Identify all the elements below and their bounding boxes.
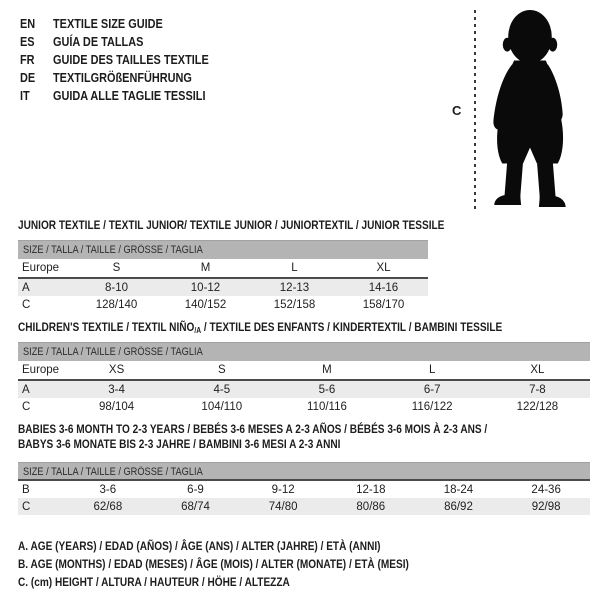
table-cell: 152/158 (273, 298, 316, 311)
table-cell: 158/170 (362, 298, 405, 311)
size-col-header: XL (485, 361, 590, 380)
table-cell: 6-7 (423, 383, 441, 396)
footnotes-block (18, 537, 483, 591)
table-cell: 92/98 (531, 500, 561, 513)
table-cell: 98/104 (99, 400, 135, 413)
table-cell: 9-12 (271, 483, 295, 496)
babies-heading-line2: BABYS 3-6 MONATE BIS 2-3 JAHRE / BAMBINI 3-6 MESI A 2-3 ANNI (18, 437, 341, 451)
children-heading-subscript: /A (194, 326, 202, 335)
table-cell: 116/122 (411, 400, 453, 413)
babies-age-row (18, 481, 590, 498)
babies-heading-line1: BABIES 3-6 MONTH TO 2-3 YEARS / BEBÉS 3-6 MESES A 2-3 AÑOS / BÉBÉS 3-6 MOIS À 2-3 ANS / (18, 422, 488, 436)
babies-table-heading (18, 422, 600, 452)
size-col-header: L (250, 259, 339, 278)
table-cell: 104/110 (201, 400, 243, 413)
table-cell: 4-5 (213, 383, 231, 396)
language-row (20, 14, 238, 32)
size-header-band-text: SIZE / TALLA / TAILLE / GRÖSSE / TAGLIA (23, 466, 203, 478)
junior-size-grid (18, 259, 428, 313)
table-cell: 7-8 (529, 383, 546, 396)
table-cell: 14-16 (368, 281, 399, 294)
size-col-header: S (169, 361, 274, 380)
language-title-block (20, 14, 238, 104)
children-heading-prefix: CHILDREN'S TEXTILE / TEXTIL NIÑO (18, 320, 195, 334)
table-cell: 5-6 (318, 383, 336, 396)
babies-height-row (18, 498, 590, 515)
size-header-band (18, 342, 590, 361)
footnote-text: A. AGE (YEARS) / EDAD (AÑOS) / ÂGE (ANS) / ALTER (JAHRE) / ETÀ (ANNI) (18, 539, 381, 553)
language-code: DE (20, 69, 36, 85)
row-label: C (22, 400, 31, 413)
size-header-band (18, 462, 590, 481)
children-table-heading (18, 320, 594, 335)
size-header-band-text: SIZE / TALLA / TAILLE / GRÖSSE / TAGLIA (23, 346, 203, 358)
table-cell: 3-4 (108, 383, 125, 396)
junior-header-row (18, 259, 428, 278)
table-cell: 110/116 (307, 400, 347, 413)
row-label: C (22, 298, 31, 311)
children-age-row (18, 380, 590, 398)
junior-age-row (18, 278, 428, 296)
babies-size-table (18, 462, 590, 515)
height-measure-dotted-line (474, 10, 476, 209)
footnote-text: B. AGE (MONTHS) / EDAD (MESES) / ÂGE (MOIS) / ALTER (MONATE) / ETÀ (MESI) (18, 557, 409, 571)
row-label: Europe (18, 259, 72, 278)
size-col-header: S (72, 259, 161, 278)
language-row (20, 68, 238, 86)
size-col-header: M (274, 361, 379, 380)
table-cell: 18-24 (443, 483, 474, 496)
table-cell: 12-18 (356, 483, 386, 496)
language-title: GUÍA DE TALLAS (53, 33, 144, 49)
children-height-row (18, 398, 590, 415)
height-measure-label: C (452, 103, 462, 118)
children-heading-suffix: / TEXTILE DES ENFANTS / KINDERTEXTIL / BAMBINI TESSILE (201, 320, 503, 334)
row-label: Europe (18, 361, 64, 380)
row-label: A (22, 281, 30, 294)
language-row (20, 32, 238, 50)
footnote-age-months (18, 555, 483, 573)
language-code: FR (20, 51, 35, 67)
size-col-header: XS (64, 361, 169, 380)
table-cell: 10-12 (190, 281, 221, 294)
language-code: EN (20, 15, 36, 31)
table-cell: 74/80 (268, 500, 298, 513)
table-cell: 62/68 (93, 500, 123, 513)
children-table-heading-text (18, 320, 502, 335)
children-header-row (18, 361, 590, 380)
language-code: IT (20, 87, 30, 103)
row-label: C (22, 500, 31, 513)
table-cell: 12-13 (279, 281, 310, 294)
size-header-band (18, 240, 428, 259)
language-row (20, 50, 238, 68)
table-cell: 24-36 (531, 483, 561, 496)
size-col-header: L (380, 361, 485, 380)
table-cell: 68/74 (181, 500, 210, 513)
footnote-age-years (18, 537, 483, 555)
babies-size-grid (18, 481, 590, 515)
table-cell: 140/152 (184, 298, 227, 311)
size-col-header: XL (339, 259, 428, 278)
language-title: GUIDA ALLE TAGLIE TESSILI (53, 87, 206, 103)
junior-table-heading (18, 218, 526, 232)
table-cell: 8-10 (104, 281, 129, 294)
junior-height-row (18, 296, 428, 313)
table-cell: 122/128 (516, 400, 559, 413)
table-cell: 3-6 (99, 483, 117, 496)
junior-size-table (18, 240, 428, 313)
language-title: GUIDE DES TAILLES TEXTILE (53, 51, 209, 67)
footnote-height-cm (18, 573, 483, 591)
table-cell: 86/92 (444, 500, 473, 513)
row-label: B (22, 483, 30, 496)
children-size-grid (18, 361, 590, 415)
toddler-silhouette-image (486, 7, 574, 211)
size-header-band-text: SIZE / TALLA / TAILLE / GRÖSSE / TAGLIA (23, 244, 203, 256)
language-row (20, 86, 238, 104)
children-size-table (18, 342, 590, 415)
language-title: TEXTILGRÖßENFÜHRUNG (53, 69, 192, 85)
table-cell: 128/140 (95, 298, 138, 311)
junior-table-heading-text: JUNIOR TEXTILE / TEXTIL JUNIOR/ TEXTILE JUNIOR / JUNIORTEXTIL / JUNIOR TESSILE (18, 218, 445, 232)
row-label: A (22, 383, 30, 396)
footnote-text: C. (cm) HEIGHT / ALTURA / HAUTEUR / HÖHE / ALTEZZA (18, 575, 290, 589)
table-cell: 80/86 (356, 500, 386, 513)
language-code: ES (20, 33, 35, 49)
language-title: TEXTILE SIZE GUIDE (53, 15, 163, 31)
size-col-header: M (161, 259, 250, 278)
table-cell: 6-9 (187, 483, 204, 496)
